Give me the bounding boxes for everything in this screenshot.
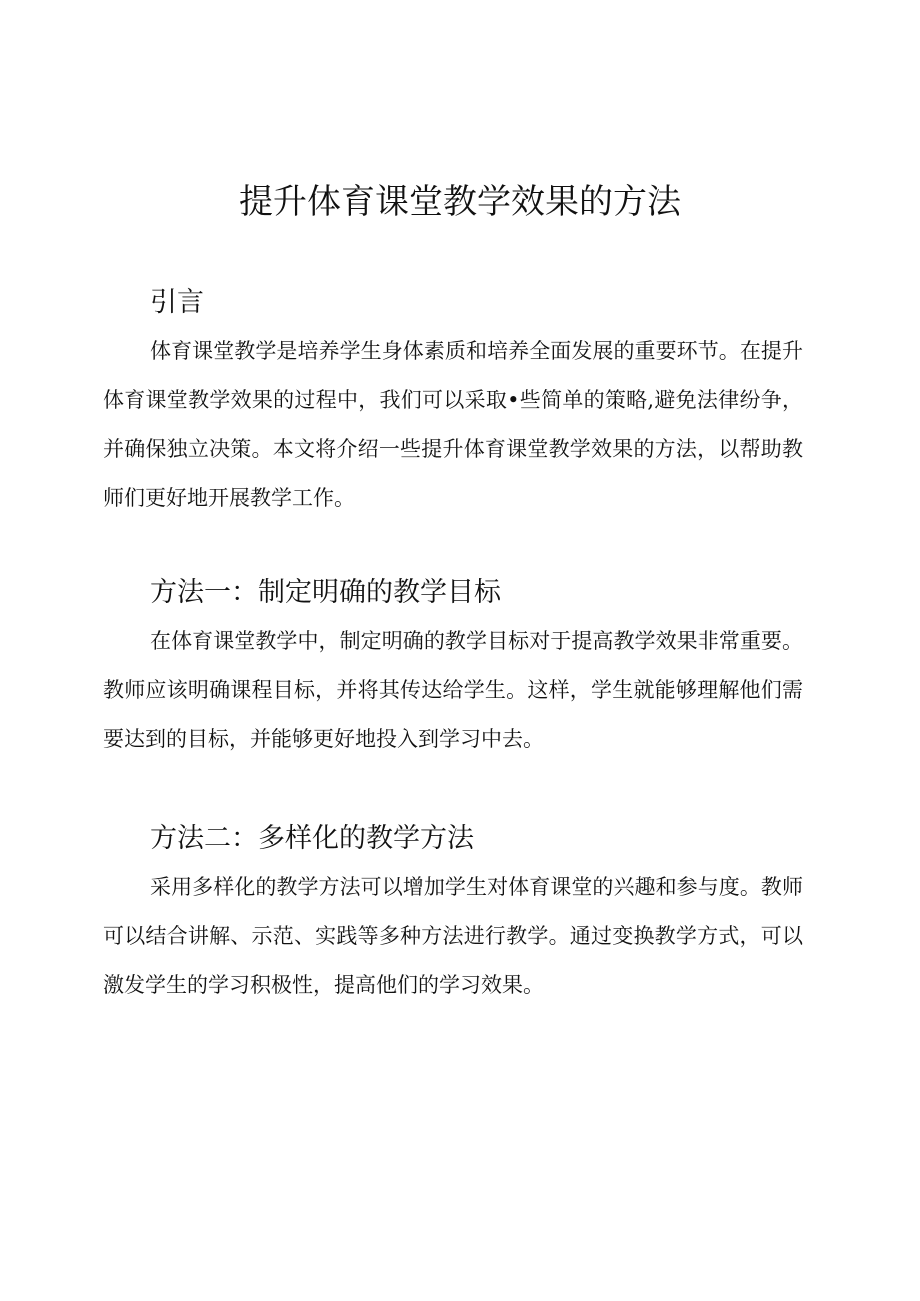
document-title: 提升体育课堂教学效果的方法 — [239, 182, 681, 222]
section-method-one — [103, 573, 803, 764]
section-introduction — [103, 283, 803, 523]
section-method-two — [103, 819, 803, 1010]
section-paragraph: 体育课堂教学是培养学生身体素质和培养全面发展的重要环节。在提升体育课堂教学效果的过程中，我们可以采取•些简单的策略,避免法律纷争，并确保独立决策。本文将介绍一些提升体育课堂教学效果的方法，以帮助教师们更好地开展教学工作。 — [103, 339, 803, 510]
section-paragraph: 采用多样化的教学方法可以增加学生对体育课堂的兴趣和参与度。教师可以结合讲解、示范、实践等多种方法进行教学。通过变换教学方式，可以激发学生的学习积极性，提高他们的学习效果。 — [103, 875, 803, 997]
section-heading: 引言 — [150, 287, 204, 318]
section-heading: 方法二：多样化的教学方法 — [150, 823, 474, 854]
section-paragraph: 在体育课堂教学中，制定明确的教学目标对于提高教学效果非常重要。教师应该明确课程目标，并将其传达给学生。这样，学生就能够理解他们需要达到的目标，并能够更好地投入到学习中去。 — [103, 629, 803, 751]
section-heading: 方法一：制定明确的教学目标 — [150, 577, 501, 608]
